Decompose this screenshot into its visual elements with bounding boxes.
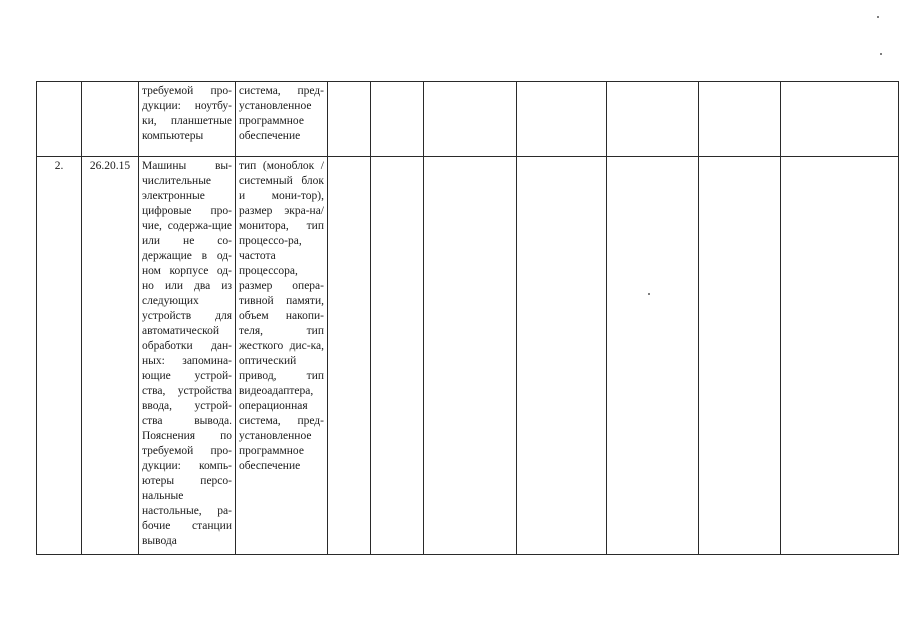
empty-cell — [517, 157, 607, 555]
empty-cell — [371, 82, 424, 157]
empty-cell — [424, 157, 517, 555]
row-number-cell — [37, 82, 82, 157]
empty-cell — [328, 82, 371, 157]
scan-speck — [880, 53, 882, 55]
product-name-cell — [139, 157, 236, 555]
empty-cell — [517, 82, 607, 157]
characteristics-text: система, пред-установленное программное обеспечение — [239, 85, 324, 142]
empty-cell — [699, 82, 781, 157]
okpd-code-cell: 26.20.15 — [82, 157, 139, 555]
product-name-cell — [139, 82, 236, 157]
empty-cell — [607, 157, 699, 555]
table-row — [37, 82, 899, 157]
characteristics-text: тип (моноблок /системный блок и мони-тор), размер экра-на/монитора, тип процессо-ра, частота процессора, размер опера-тивной памяти, объем накопи-теля, тип жесткого дис-ка, оптический привод, тип видеоадаптера, операционная система, пред-установленное программное обеспечение — [239, 160, 324, 472]
specification-table — [36, 81, 899, 555]
empty-cell — [328, 157, 371, 555]
table-row — [37, 157, 899, 555]
empty-cell — [699, 157, 781, 555]
product-name-text: Машины вы-числительные электронные цифровые про-чие, содержа-щие или не со-держащие в од-ном корпусе од-но или два из следующих устройств для автоматической обработки дан-ных: запомина-ющие устрой-ства, устройства ввода, устрой-ства вывода. Пояснения по требуемой про-дукции: компь-ютеры персо-нальные настольные, ра-бочие станции вывода — [142, 160, 232, 547]
empty-cell — [607, 82, 699, 157]
empty-cell — [371, 157, 424, 555]
characteristics-cell — [236, 157, 328, 555]
scan-speck — [877, 16, 879, 18]
empty-cell — [781, 157, 899, 555]
characteristics-cell — [236, 82, 328, 157]
row-number-cell: 2. — [37, 157, 82, 555]
empty-cell — [781, 82, 899, 157]
product-name-text: требуемой про-дукции: ноутбу-ки, планшетные компьютеры — [142, 85, 232, 142]
okpd-code-cell — [82, 82, 139, 157]
empty-cell — [424, 82, 517, 157]
